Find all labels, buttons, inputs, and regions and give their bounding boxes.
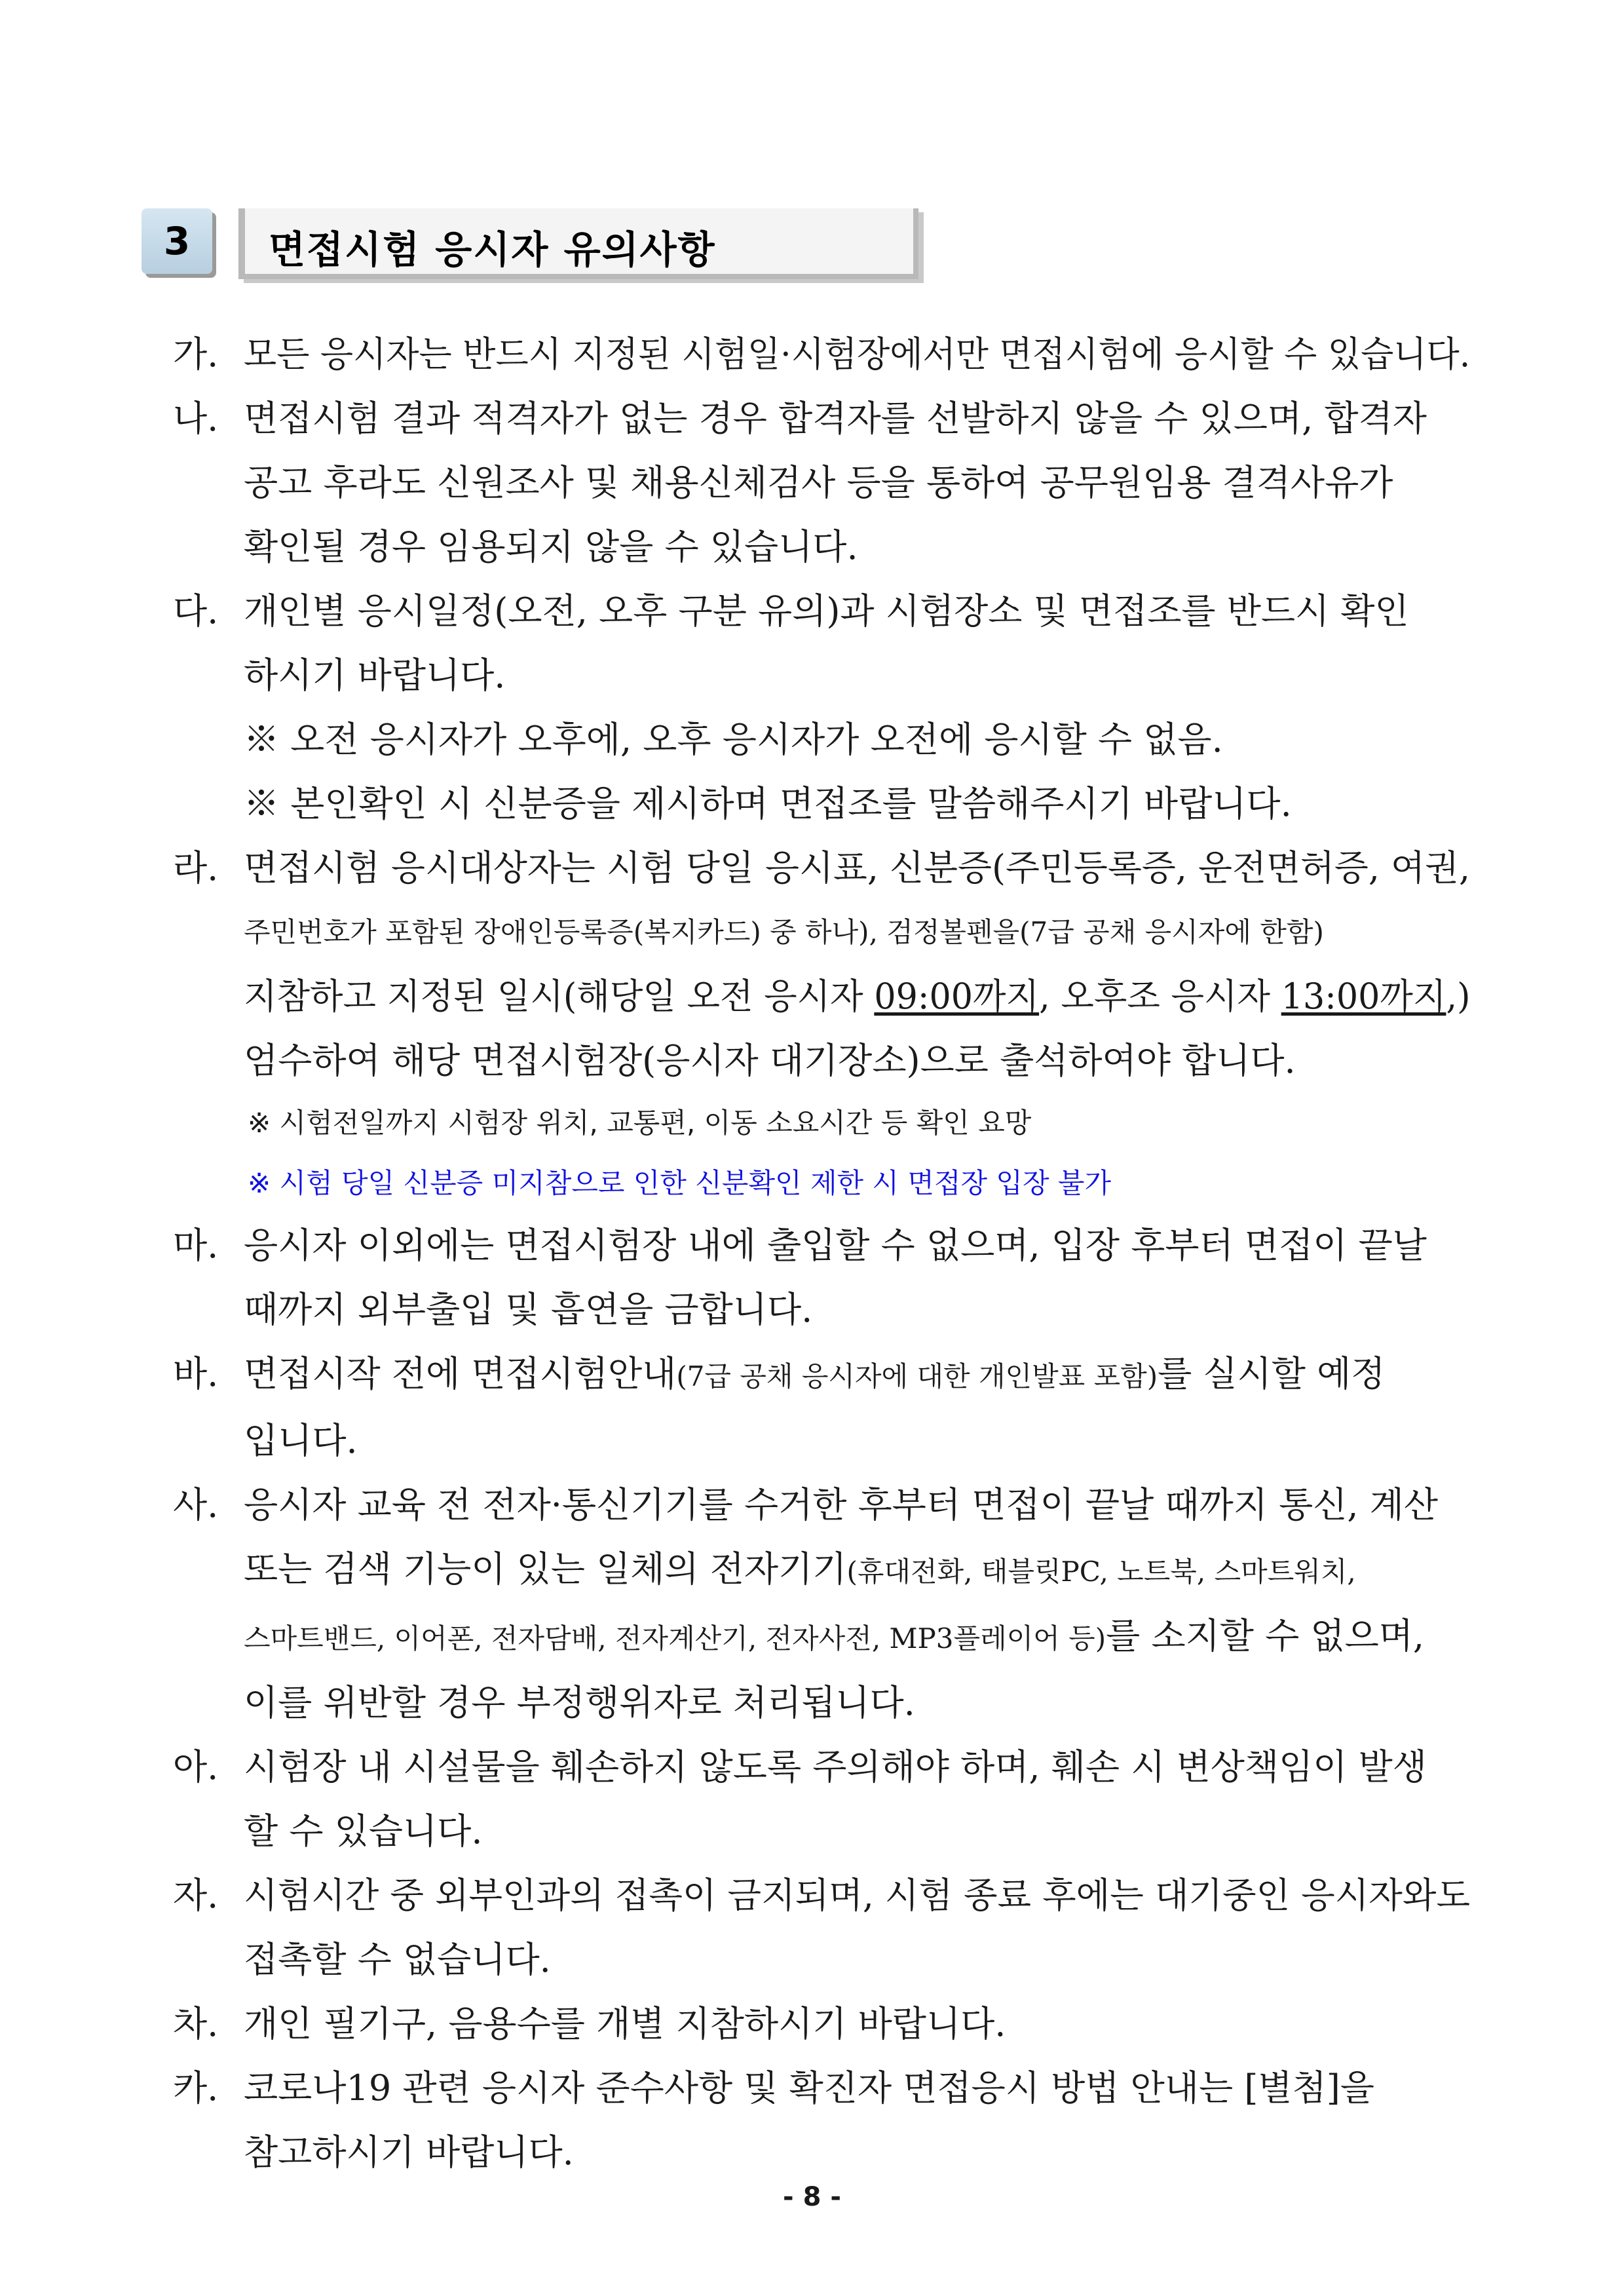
text-run: 또는 검색 기능이 있는 일체의 전자기기 bbox=[244, 1548, 847, 1590]
text-run: 지참하고 지정된 일시(해당일 오전 응시자 bbox=[244, 976, 875, 1017]
item-text: 응시자 이외에는 면접시험장 내에 출입할 수 없으며, 입장 후부터 면접이 끝날 bbox=[244, 1225, 1427, 1266]
item-text: 주민번호가 포함된 장애인등록증(복지카드) 중 하나), 검정볼펜을(7급 공채 응시자에 한함) bbox=[244, 916, 1324, 948]
item-text: 하시기 바랍니다. bbox=[244, 655, 506, 696]
item-marker: 다. bbox=[173, 590, 219, 632]
item-marker: 가. bbox=[173, 334, 219, 375]
item-text: 시험시간 중 외부인과의 접촉이 금지되며, 시험 종료 후에는 대기중인 응시자와도 bbox=[244, 1875, 1471, 1916]
item-text: 개인별 응시일정(오전, 오후 구분 유의)과 시험장소 및 면접조를 반드시 확인 bbox=[244, 590, 1409, 632]
item-text: 시험장 내 시설물을 훼손하지 않도록 주의해야 하며, 훼손 시 변상책임이 발생 bbox=[244, 1746, 1427, 1788]
item-text: 접촉할 수 없습니다. bbox=[244, 1939, 551, 1980]
item-text bbox=[244, 1537, 1356, 1604]
item-text: 확인될 경우 임용되지 않을 수 있습니다. bbox=[244, 526, 858, 567]
item-text bbox=[244, 1342, 1385, 1409]
list-item bbox=[173, 322, 1477, 387]
item-text: 입니다. bbox=[244, 1420, 358, 1461]
morning-deadline: 09:00까지 bbox=[874, 976, 1040, 1017]
item-marker: 사. bbox=[173, 1484, 219, 1525]
item-marker: 마. bbox=[173, 1225, 219, 1266]
item-note-highlight: ※ 시험 당일 신분증 미지참으로 인한 신분확인 제한 시 면접장 입장 불가 bbox=[248, 1167, 1112, 1199]
item-marker: 아. bbox=[173, 1746, 219, 1788]
text-run: ,) bbox=[1446, 976, 1471, 1017]
list-item bbox=[173, 579, 1477, 836]
item-text: 면접시험 결과 적격자가 없는 경우 합격자를 선발하지 않을 수 있으며, 합격자 bbox=[244, 398, 1427, 439]
page-number: - 8 - bbox=[783, 2182, 841, 2212]
text-run: 면접시작 전에 면접시험안내 bbox=[244, 1353, 677, 1394]
text-run: , 오후조 응시자 bbox=[1039, 976, 1281, 1017]
item-text: 개인 필기구, 음용수를 개별 지참하시기 바랍니다. bbox=[244, 2003, 1006, 2044]
list-item bbox=[173, 1473, 1477, 1735]
item-text: 이를 위반할 경우 부정행위자로 처리됩니다. bbox=[244, 1682, 915, 1723]
text-run: (휴대전화, 태블릿PC, 노트북, 스마트워치, bbox=[846, 1556, 1356, 1588]
item-text: 면접시험 응시대상자는 시험 당일 응시표, 신분증(주민등록증, 운전면허증, 여권, bbox=[244, 847, 1471, 889]
item-note: ※ 시험전일까지 시험장 위치, 교통편, 이동 소요시간 등 확인 요망 bbox=[248, 1107, 1032, 1139]
item-text: 엄수하여 해당 면접시험장(응시자 대기장소)으로 출석하여야 합니다. bbox=[244, 1040, 1296, 1081]
list-item bbox=[173, 1342, 1477, 1473]
item-text: 응시자 교육 전 전자·통신기기를 수거한 후부터 면접이 끝날 때까지 통신, 계산 bbox=[244, 1484, 1439, 1525]
text-run: 를 실시할 예정 bbox=[1158, 1353, 1386, 1394]
item-text: 할 수 있습니다. bbox=[244, 1810, 483, 1852]
item-marker: 나. bbox=[173, 398, 219, 439]
list-item bbox=[173, 836, 1477, 1214]
item-text: 때까지 외부출입 및 흡연을 금합니다. bbox=[244, 1289, 813, 1330]
list-item bbox=[173, 1992, 1477, 2056]
text-run: 스마트밴드, 이어폰, 전자담배, 전자계산기, 전자사전, MP3플레이어 등) bbox=[244, 1622, 1106, 1655]
item-marker: 차. bbox=[173, 2003, 219, 2044]
list-item bbox=[173, 1214, 1477, 1342]
text-run: 를 소지할 수 없으며, bbox=[1106, 1615, 1425, 1656]
section-title-box bbox=[238, 208, 918, 279]
section-title: 면접시험 응시자 유의사항 bbox=[269, 227, 716, 272]
text-run: (7급 공채 응시자에 대한 개인발표 포함) bbox=[676, 1360, 1158, 1392]
item-marker: 라. bbox=[173, 847, 219, 889]
item-text: 모든 응시자는 반드시 지정된 시험일·시험장에서만 면접시험에 응시할 수 있습니다. bbox=[244, 334, 1471, 375]
item-marker: 바. bbox=[173, 1353, 219, 1394]
item-note: ※ 본인확인 시 신분증을 제시하며 면접조를 말씀해주시기 바랍니다. bbox=[244, 783, 1292, 824]
item-text: 참고하시기 바랍니다. bbox=[244, 2132, 574, 2173]
list-item bbox=[173, 1735, 1477, 1864]
list-item bbox=[173, 1864, 1477, 1992]
item-text bbox=[244, 1604, 1424, 1671]
item-note: ※ 오전 응시자가 오후에, 오후 응시자가 오전에 응시할 수 없음. bbox=[244, 719, 1223, 760]
item-marker: 카. bbox=[173, 2067, 219, 2109]
item-text bbox=[244, 965, 1470, 1029]
list-item bbox=[173, 387, 1477, 579]
section-number: 3 bbox=[142, 208, 212, 274]
item-marker: 자. bbox=[173, 1875, 219, 1916]
item-text: 코로나19 관련 응시자 준수사항 및 확진자 면접응시 방법 안내는 [별첨]을 bbox=[244, 2067, 1374, 2109]
notice-list bbox=[173, 322, 1477, 2185]
item-text: 공고 후라도 신원조사 및 채용신체검사 등을 통하여 공무원임용 결격사유가 bbox=[244, 462, 1393, 503]
list-item bbox=[173, 2056, 1477, 2185]
afternoon-deadline: 13:00까지 bbox=[1281, 976, 1446, 1017]
